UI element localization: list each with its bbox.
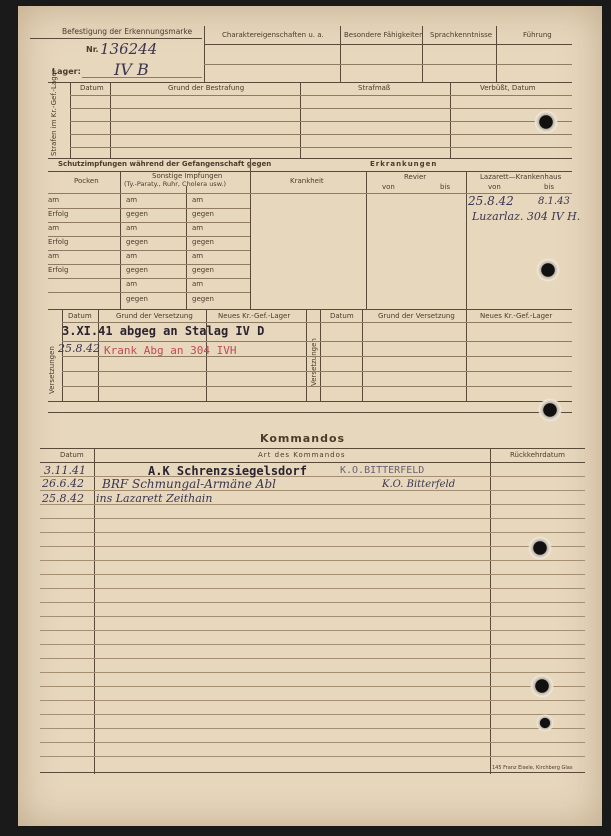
kommandos-ruled-13 xyxy=(40,644,585,645)
erk-divider-2 xyxy=(466,171,467,309)
kommando-1-date: 26.6.42 xyxy=(42,477,84,490)
impf-row-1-b: gegen xyxy=(126,210,148,218)
impf-row-line-4 xyxy=(48,250,250,251)
vers-grund2-header: Grund der Versetzung xyxy=(378,312,455,320)
stamp-krank-date: 25.8.42 xyxy=(58,342,100,355)
kommandos-header-top xyxy=(40,448,585,449)
impf-row-6-c: am xyxy=(192,280,204,288)
strafen-row-5 xyxy=(70,147,572,148)
kommandos-ruled-16 xyxy=(40,686,585,687)
print-mark: 145 Franz Eisele, Kirchberg Glas xyxy=(492,765,573,771)
lager-label: Lager: xyxy=(52,67,81,76)
kommando-0-text: A.K Schrenzsiegelsdorf xyxy=(148,464,307,478)
fuehrung-label: Führung xyxy=(523,31,552,39)
kommandos-divider-2 xyxy=(490,448,491,774)
nr-value: 136244 xyxy=(100,40,158,58)
vers-row-1 xyxy=(62,341,572,342)
impf-divider-3 xyxy=(250,158,251,309)
kommando-0-extra: K.O.BITTERFELD xyxy=(340,465,425,476)
strafen-bottom-line xyxy=(48,158,572,159)
kommandos-ruled-17 xyxy=(40,700,585,701)
sprach-label: Sprachkenntnisse xyxy=(430,31,493,39)
impf-divider-1 xyxy=(120,171,121,309)
kommandos-header-bottom xyxy=(40,462,585,463)
stamp-krank-abg: Krank Abg an 304 IVH xyxy=(104,344,237,357)
kommando-1-text: BRF Schmungal-Armäne Abl xyxy=(102,477,276,491)
vers-datum2-header: Datum xyxy=(330,312,354,320)
impf-row-2-c: am xyxy=(192,224,204,232)
kommando-0-date: 3.11.41 xyxy=(44,464,86,477)
impf-row-3-a: Erfolg xyxy=(48,238,69,246)
impf-row-3-c: gegen xyxy=(192,238,214,246)
charakter-label: Charaktereigenschaften u. a. xyxy=(222,31,324,39)
impf-row-0-c: am xyxy=(192,196,204,204)
kommandos-ruled-18 xyxy=(40,714,585,715)
kommandos-ruled-9 xyxy=(40,588,585,589)
versetzungen-top-line xyxy=(48,309,572,310)
kommandos-divider-1 xyxy=(94,448,95,774)
header-title-line xyxy=(204,44,572,45)
kommandos-ruled-8 xyxy=(40,574,585,575)
impf-row-5-b: gegen xyxy=(126,266,148,274)
krankheit-header: Krankheit xyxy=(290,177,324,185)
impf-row-1-a: Erfolg xyxy=(48,210,69,218)
faehigkeiten-label: Besondere Fähigkeiten xyxy=(344,31,424,39)
impf-row-line-3 xyxy=(48,236,250,237)
lazarett-place: Luzarlaz. 304 IV H. xyxy=(472,210,581,223)
vers-datum-header: Datum xyxy=(68,312,92,320)
vers-row-0 xyxy=(62,322,572,323)
kommandos-ruled-4 xyxy=(40,518,585,519)
header-divider-4 xyxy=(496,26,497,82)
header-divider-2 xyxy=(340,26,341,82)
impf-divider-2 xyxy=(186,186,187,309)
revier-header: Revier xyxy=(404,173,427,181)
impf-row-3-b: gegen xyxy=(126,238,148,246)
impf-row-0-a: am xyxy=(48,196,60,204)
laz-bis: bis xyxy=(544,183,555,191)
kommandos-top-line xyxy=(48,412,572,413)
strafen-side-label: Strafen im Kr.-Gef.-Lager xyxy=(50,69,58,156)
punch-hole xyxy=(538,398,562,422)
vers-neues-header: Neues Kr.-Gef.-Lager xyxy=(218,312,291,320)
kommandos-ruled-14 xyxy=(40,658,585,659)
lazarett-from-date: 25.8.42 xyxy=(468,194,514,208)
impf-row-1-c: gegen xyxy=(192,210,214,218)
vers-neues2-header: Neues Kr.-Gef.-Lager xyxy=(480,312,553,320)
kommando-2-date: 25.8.42 xyxy=(42,492,84,505)
impf-row-4-a: am xyxy=(48,252,60,260)
kommandos-ruled-21 xyxy=(40,756,585,757)
kommandos-rueck-header: Rückkehrdatum xyxy=(510,451,565,459)
impf-row-5-c: gegen xyxy=(192,266,214,274)
lager-value: IV B xyxy=(114,60,149,79)
kommando-1-extra: K.O. Bitterfeld xyxy=(382,479,456,490)
punch-hole xyxy=(528,536,552,560)
impf-row-line-7 xyxy=(48,292,250,293)
header-under-line xyxy=(30,38,202,39)
revier-von: von xyxy=(382,183,395,191)
kommandos-datum-header: Datum xyxy=(60,451,84,459)
impf-row-2-b: am xyxy=(126,224,138,232)
impf-row-line-6 xyxy=(48,278,250,279)
impf-header-line xyxy=(48,171,572,172)
kommandos-title: Kommandos xyxy=(260,432,346,445)
sonstige-sub-header: (Ty.-Paraty., Ruhr, Cholera usw.) xyxy=(124,180,227,188)
strafen-top-line xyxy=(48,82,572,83)
kommandos-ruled-7 xyxy=(40,560,585,561)
kommandos-ruled-19 xyxy=(40,728,585,729)
impf-row-line-2 xyxy=(48,222,250,223)
vers-row-4 xyxy=(62,386,572,387)
punch-hole xyxy=(534,110,558,134)
pocken-header: Pocken xyxy=(74,177,99,185)
kommandos-ruled-11 xyxy=(40,616,585,617)
strafen-row-4 xyxy=(70,134,572,135)
impf-row-4-b: am xyxy=(126,252,138,260)
kommandos-ruled-6 xyxy=(40,546,585,547)
stamp-abgeg-stalag: 3.XI.41 abgeg an Stalag IV D xyxy=(62,324,265,338)
impf-row-6-b: am xyxy=(126,280,138,288)
impf-row-line-5 xyxy=(48,264,250,265)
kommando-2-text: ins Lazarett Zeithain xyxy=(96,492,213,505)
header-row-line xyxy=(204,64,572,65)
impf-row-line-1 xyxy=(48,208,250,209)
lazarett-to-date: 8.1.43 xyxy=(538,196,570,207)
impf-row-2-a: am xyxy=(48,224,60,232)
erkrankungen-title: Erkrankungen xyxy=(370,160,438,168)
versetzungen-bottom-line xyxy=(48,401,572,402)
vers-row-3 xyxy=(62,371,572,372)
kommandos-ruled-12 xyxy=(40,630,585,631)
strafen-row-1 xyxy=(70,95,572,96)
revier-bis: bis xyxy=(440,183,451,191)
kommandos-ruled-10 xyxy=(40,602,585,603)
impfungen-title: Schutzimpfungen während der Gefangenschaft gegen xyxy=(58,160,272,168)
prisoner-record-card xyxy=(18,6,602,826)
impf-row-4-c: am xyxy=(192,252,204,260)
nr-label: Nr. xyxy=(86,45,99,54)
versetzungen-side-label: Versetzungen xyxy=(48,346,56,394)
punch-hole xyxy=(536,714,554,732)
kommandos-ruled-15 xyxy=(40,672,585,673)
strafen-strafmass-header: Strafmaß xyxy=(358,84,391,92)
strafen-row-2 xyxy=(70,108,572,109)
impf-row-7-b: gegen xyxy=(126,295,148,303)
kommandos-ruled-20 xyxy=(40,742,585,743)
kommandos-art-header: Art des Kommandos xyxy=(258,451,346,459)
sonstige-header: Sonstige Impfungen xyxy=(152,172,223,180)
impf-row-0-b: am xyxy=(126,196,138,204)
punch-hole xyxy=(530,674,554,698)
strafen-row-3 xyxy=(70,121,572,122)
impf-row-5-a: Erfolg xyxy=(48,266,69,274)
vers-grund-header: Grund der Versetzung xyxy=(116,312,193,320)
kommandos-bottom-line xyxy=(40,772,585,773)
laz-von: von xyxy=(488,183,501,191)
strafen-datum-header: Datum xyxy=(80,84,104,92)
header-divider-1 xyxy=(204,26,205,82)
impf-row-7-c: gegen xyxy=(192,295,214,303)
befestigung-label: Befestigung der Erkennungsmarke xyxy=(62,27,193,36)
punch-hole xyxy=(536,258,560,282)
erk-divider-1 xyxy=(366,171,367,309)
lazarett-header: Lazarett—Krankenhaus xyxy=(480,173,562,181)
kommandos-ruled-5 xyxy=(40,532,585,533)
strafen-grund-header: Grund der Bestrafung xyxy=(168,84,245,92)
versetzungen-side-label-2: Versetzungen xyxy=(310,338,318,386)
strafen-verbuesst-header: Verbüßt, Datum xyxy=(480,84,536,92)
